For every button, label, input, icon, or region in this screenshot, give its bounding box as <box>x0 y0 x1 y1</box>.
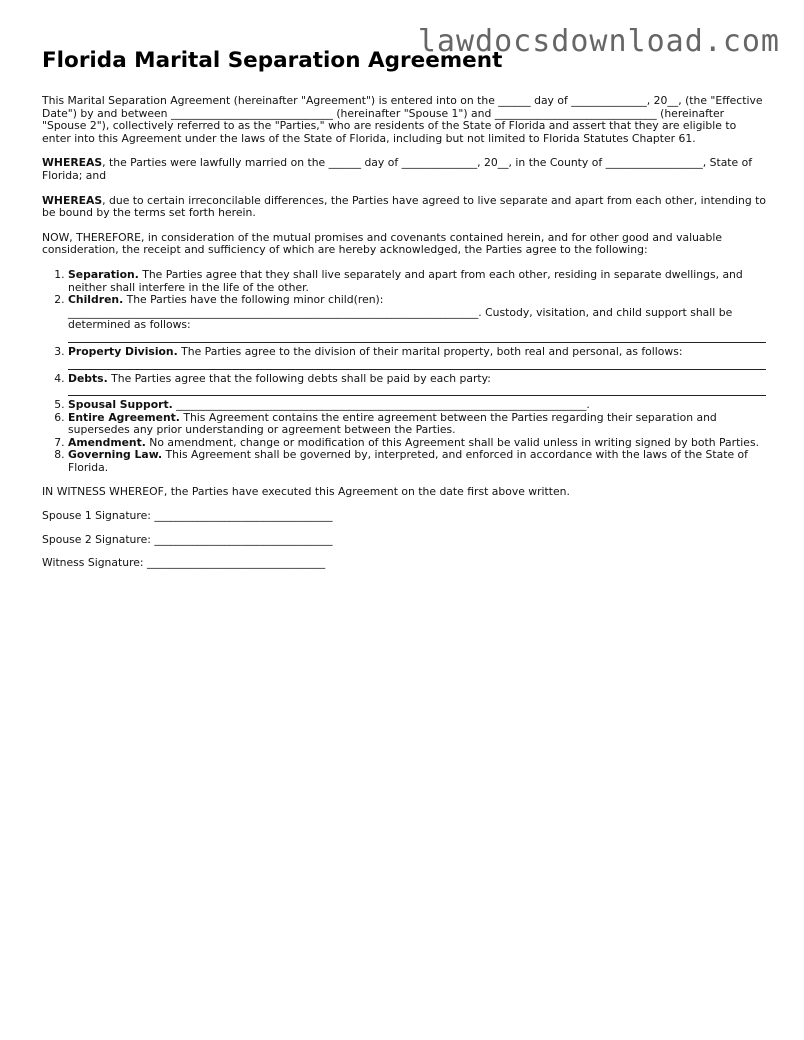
spouse-2-signature[interactable]: Spouse 2 Signature: _________________________________ <box>42 532 333 546</box>
whereas-label: WHEREAS <box>42 193 103 207</box>
document-page <box>42 48 766 581</box>
clause-text: ____________________________________________________________________________. <box>172 398 590 412</box>
clause-heading: Amendment. <box>68 435 146 449</box>
clause-heading: Spousal Support. <box>68 398 173 412</box>
whereas-paragraph-1 <box>42 157 766 182</box>
clause-separation <box>68 269 766 294</box>
clause-debts <box>68 373 766 397</box>
clause-heading: Separation. <box>68 267 139 281</box>
fill-in-line[interactable] <box>68 359 766 370</box>
whereas-label: WHEREAS <box>42 156 103 170</box>
witness-clause: IN WITNESS WHEREOF, the Parties have executed this Agreement on the date first above written. <box>42 484 570 498</box>
document-title: Florida Marital Separation Agreement <box>42 48 503 73</box>
clause-text: The Parties agree that they shall live separately and apart from each other, residing in separate dwellings, and neither shall interfere in the life of the other. <box>68 267 743 294</box>
clause-heading: Entire Agreement. <box>68 410 180 424</box>
clause-text: This Agreement shall be governed by, interpreted, and enforced in accordance with the laws of the State of Florida. <box>68 448 748 475</box>
clause-heading: Debts. <box>68 371 108 385</box>
witness-signature[interactable]: Witness Signature: _________________________________ <box>42 556 326 570</box>
clause-property-division <box>68 346 766 370</box>
clause-list <box>42 269 766 475</box>
clause-entire-agreement <box>68 412 766 437</box>
fill-in-line[interactable] <box>68 332 766 343</box>
intro-paragraph: This Marital Separation Agreement (hereinafter "Agreement") is entered into on the ______ day of ______________, 20__, (the "Effective Date") by and between ______________________________ (hereinafter "Spouse 1") and ______________________________ (hereinafter "Spouse 2"), collectively referred to as the "Parties," who are residents of the State of Florida and assert that they are eligible to enter into this Agreement under the laws of the State of Florida, including but not limited to Florida Statutes Chapter 61. <box>42 94 763 145</box>
clause-heading: Property Division. <box>68 344 178 358</box>
clause-governing-law <box>68 449 766 474</box>
clause-text: The Parties agree to the division of their marital property, both real and personal, as follows: <box>177 344 683 358</box>
spouse-1-signature[interactable]: Spouse 1 Signature: _________________________________ <box>42 509 333 523</box>
clause-children <box>68 294 766 343</box>
clause-text: The Parties agree that the following debts shall be paid by each party: <box>107 371 491 385</box>
clause-text: No amendment, change or modification of this Agreement shall be valid unless in writing signed by both Parties. <box>145 435 760 449</box>
clause-text: ____________________________________________________________________________. Custody, visitation, and child support shall be determined as follows: <box>68 305 733 332</box>
whereas-paragraph-2 <box>42 195 766 220</box>
whereas-text: , due to certain irreconcilable differences, the Parties have agreed to live separate and apart from each other, intending to be bound by the terms set forth herein. <box>42 193 766 220</box>
clause-text: This Agreement contains the entire agreement between the Parties regarding their separation and supersedes any prior understanding or agreement between the Parties. <box>68 410 717 437</box>
clause-heading: Children. <box>68 293 124 307</box>
clause-text: The Parties have the following minor child(ren): <box>123 293 384 307</box>
whereas-text: , the Parties were lawfully married on the ______ day of ______________, 20__, in the County of __________________, State of Florida; and <box>42 156 753 182</box>
fill-in-line[interactable] <box>68 385 766 396</box>
clause-heading: Governing Law. <box>68 448 163 462</box>
now-therefore-paragraph: NOW, THEREFORE, in consideration of the mutual promises and covenants contained herein, and for other good and valuable consideration, the receipt and sufficiency of which are hereby acknowledged, the Parties agree to the following: <box>42 230 723 257</box>
watermark: lawdocsdownload.com <box>417 24 780 59</box>
